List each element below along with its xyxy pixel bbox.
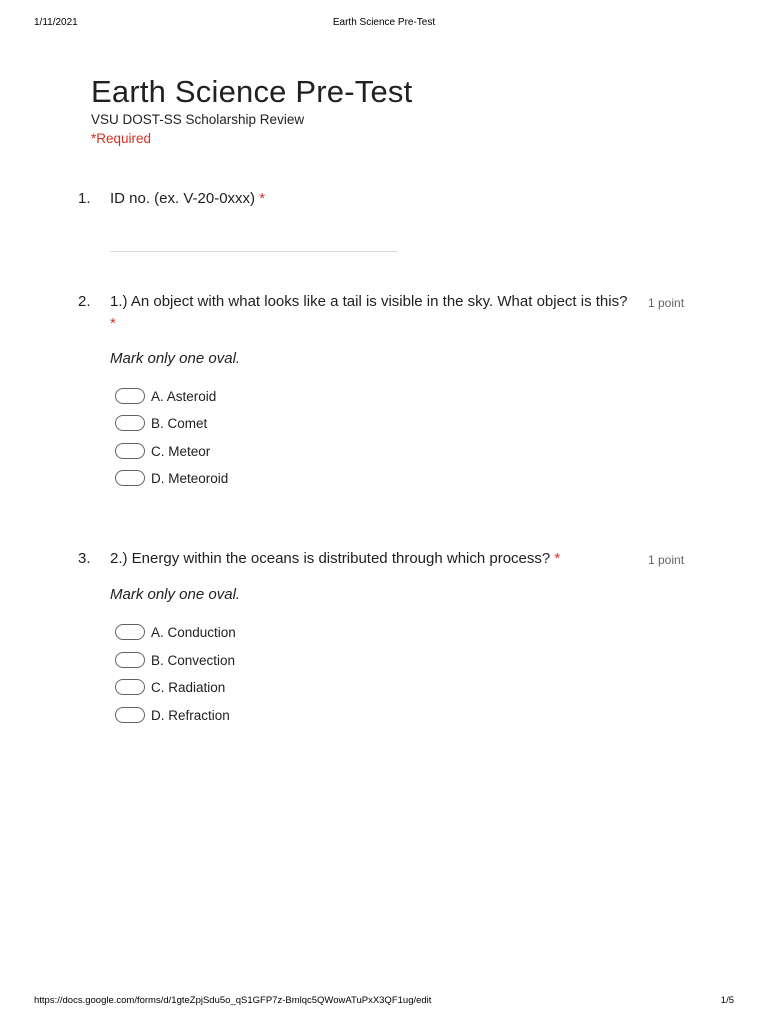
option-comet[interactable]: [115, 414, 207, 432]
radio-oval[interactable]: [115, 707, 145, 723]
required-marker: *: [554, 550, 561, 567]
option-label: B. Comet: [151, 415, 208, 431]
option-radiation[interactable]: [115, 678, 225, 696]
radio-oval[interactable]: [115, 415, 145, 431]
points-label: 1 point: [648, 296, 685, 310]
option-meteoroid[interactable]: [115, 469, 228, 487]
option-refraction[interactable]: [115, 706, 230, 724]
option-label: C. Meteor: [151, 443, 211, 459]
radio-oval[interactable]: [115, 443, 145, 459]
question-text: [110, 291, 630, 335]
id-answer-field[interactable]: [110, 251, 397, 252]
option-label: D. Refraction: [151, 707, 230, 723]
form-title: Earth Science Pre-Test: [91, 74, 413, 109]
radio-oval[interactable]: [115, 624, 145, 640]
form-description: VSU DOST-SS Scholarship Review: [91, 112, 305, 127]
question-label: ID no. (ex. V-20-0xxx): [110, 190, 256, 207]
print-footer: [0, 995, 768, 1009]
option-convection[interactable]: [115, 651, 235, 669]
required-marker: *: [110, 315, 116, 332]
radio-oval[interactable]: [115, 679, 145, 695]
page-url: https://docs.google.com/forms/d/1gteZpjSdu5o_qS1GFP7z-Bmlqc5QWowATuPxX3QF1ug/edit: [34, 995, 432, 1006]
page-number: 1/5: [720, 995, 734, 1006]
instruction-text: Mark only one oval.: [110, 350, 241, 367]
question-number: 1.: [78, 190, 91, 207]
question-label: 2.) Energy within the oceans is distributed through which process?: [110, 550, 551, 567]
option-label: D. Meteoroid: [151, 470, 229, 486]
radio-oval[interactable]: [115, 470, 145, 486]
print-date: 1/11/2021: [34, 17, 78, 28]
question-text: [110, 188, 630, 210]
radio-oval[interactable]: [115, 652, 145, 668]
question-number: 3.: [78, 550, 91, 567]
option-conduction[interactable]: [115, 623, 236, 641]
question-text: [110, 548, 630, 570]
question-number: 2.: [78, 293, 91, 310]
print-header: [0, 17, 768, 31]
option-asteroid[interactable]: [115, 387, 216, 405]
option-meteor[interactable]: [115, 442, 210, 460]
instruction-text: Mark only one oval.: [110, 586, 241, 603]
radio-oval[interactable]: [115, 388, 145, 404]
points-label: 1 point: [648, 553, 685, 567]
required-marker: *: [259, 190, 266, 207]
print-page-title: Earth Science Pre-Test: [332, 17, 436, 28]
option-label: C. Radiation: [151, 679, 226, 695]
question-label: 1.) An object with what looks like a tail is visible in the sky. What object is this?: [110, 293, 628, 310]
option-label: A. Conduction: [151, 624, 236, 640]
option-label: A. Asteroid: [151, 388, 217, 404]
option-label: B. Convection: [151, 652, 236, 668]
required-note: *Required: [91, 131, 152, 146]
